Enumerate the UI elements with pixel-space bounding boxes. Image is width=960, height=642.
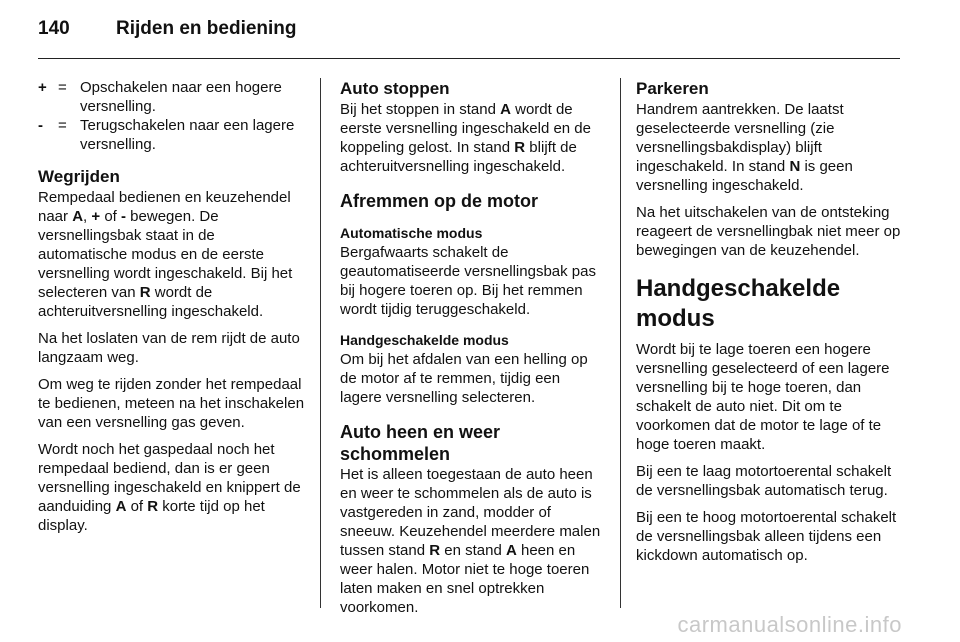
paragraph-parkeren-2: Na het uitschakelen van de ontsteking reageert de versnellingbak niet meer op bewegingen van de keuzehendel. [636,204,901,259]
paragraph-handgeschakelde-modus: Om bij het afdalen van een helling op de motor af te remmen, tijdig een lagere versnelling selecteren. [340,351,588,406]
paragraph-parkeren-1: Handrem aantrekken. De laatst geselecteerde versnelling (zie versnellingsbakdisplay) blijft ingeschakeld. In stand N is geen versnelling ingeschakeld. [636,101,853,194]
paragraph-wegrijden-1: Rempedaal bedienen en keuzehendel naar A, + of - bewegen. De versnellingsbak staat in de automatische modus en de eerste versnelling wordt ingeschakeld. Bij het selecteren van R wordt de achteruitversnelling ingeschakeld. [38,189,293,320]
column-1 [38,78,306,543]
watermark: carmanualsonline.info [677,612,902,637]
definition-text: Opschakelen naar een hogere versnelling. [80,79,282,115]
paragraph-handgeschakeld-3: Bij een te hoog motortoerental schakelt de versnellingsbak alleen tijdens een kickdown automatisch op. [636,509,897,564]
paragraph-auto-stoppen: Bij het stoppen in stand A wordt de eerste versnelling ingeschakeld en de koppeling gelost. In stand R blijft de achteruitversnelling ingeschakeld. [340,101,591,175]
column-divider [320,78,321,608]
definition-equals: = [58,79,67,96]
header-rule [38,58,900,59]
definition-upshift [38,78,306,116]
subheading-handgeschakelde-modus: Handgeschakelde modus [340,332,509,348]
column-2 [340,78,602,625]
paragraph-wegrijden-2: Na het loslaten van de rem rijdt de auto langzaam weg. [38,330,300,366]
definition-symbol: - [38,117,43,134]
heading-auto-stoppen: Auto stoppen [340,79,450,98]
paragraph-handgeschakeld-1: Wordt bij te lage toeren een hogere versnelling geselecteerd of een lagere versnelling bij te hoge toeren, dan schakelt de auto niet. Dit om te voorkomen dat de motor te lage of te hoge toeren maakt. [636,341,890,453]
paragraph-automatische-modus: Bergafwaarts schakelt de geautomatiseerde versnellingsbak pas bij hogere toeren op. Bij het remmen wordt tijdig teruggeschakeld. [340,244,596,318]
definition-symbol: + [38,79,47,96]
heading-handgeschakelde-modus: Handgeschakelde modus [636,275,841,332]
column-divider [620,78,621,608]
heading-parkeren: Parkeren [636,79,709,98]
heading-wegrijden: Wegrijden [38,167,120,186]
paragraph-handgeschakeld-2: Bij een te laag motortoerental schakelt de versnellingsbak automatisch terug. [636,463,892,499]
page-header [38,18,297,40]
page-number: 140 [38,18,70,39]
heading-afremmen: Afremmen op de motor [340,191,539,211]
column-3 [636,78,902,573]
paragraph-wegrijden-4: Wordt noch het gaspedaal noch het rempedaal bediend, dan is er geen versnelling ingeschakeld en knippert de aanduiding A of R korte tijd op het display. [38,441,301,534]
definition-downshift [38,116,306,154]
subheading-automatische-modus: Automatische modus [340,225,483,241]
paragraph-wegrijden-3: Om weg te rijden zonder het rempedaal te bedienen, meteen na het inschakelen van een versnelling gas geven. [38,376,305,431]
definition-text: Terugschakelen naar een lagere versnelling. [80,117,295,153]
page-title: Rijden en bediening [116,18,297,39]
paragraph-schommelen: Het is alleen toegestaan de auto heen en weer te schommelen als de auto is vastgereden in zand, modder of sneeuw. Keuzehendel meerdere malen tussen stand R en stand A heen en weer halen. Motor niet te hoge toeren laten maken en snel optrekken voorkomen. [340,466,601,616]
definition-equals: = [58,117,67,134]
heading-schommelen: Auto heen en weer schommelen [340,422,501,464]
